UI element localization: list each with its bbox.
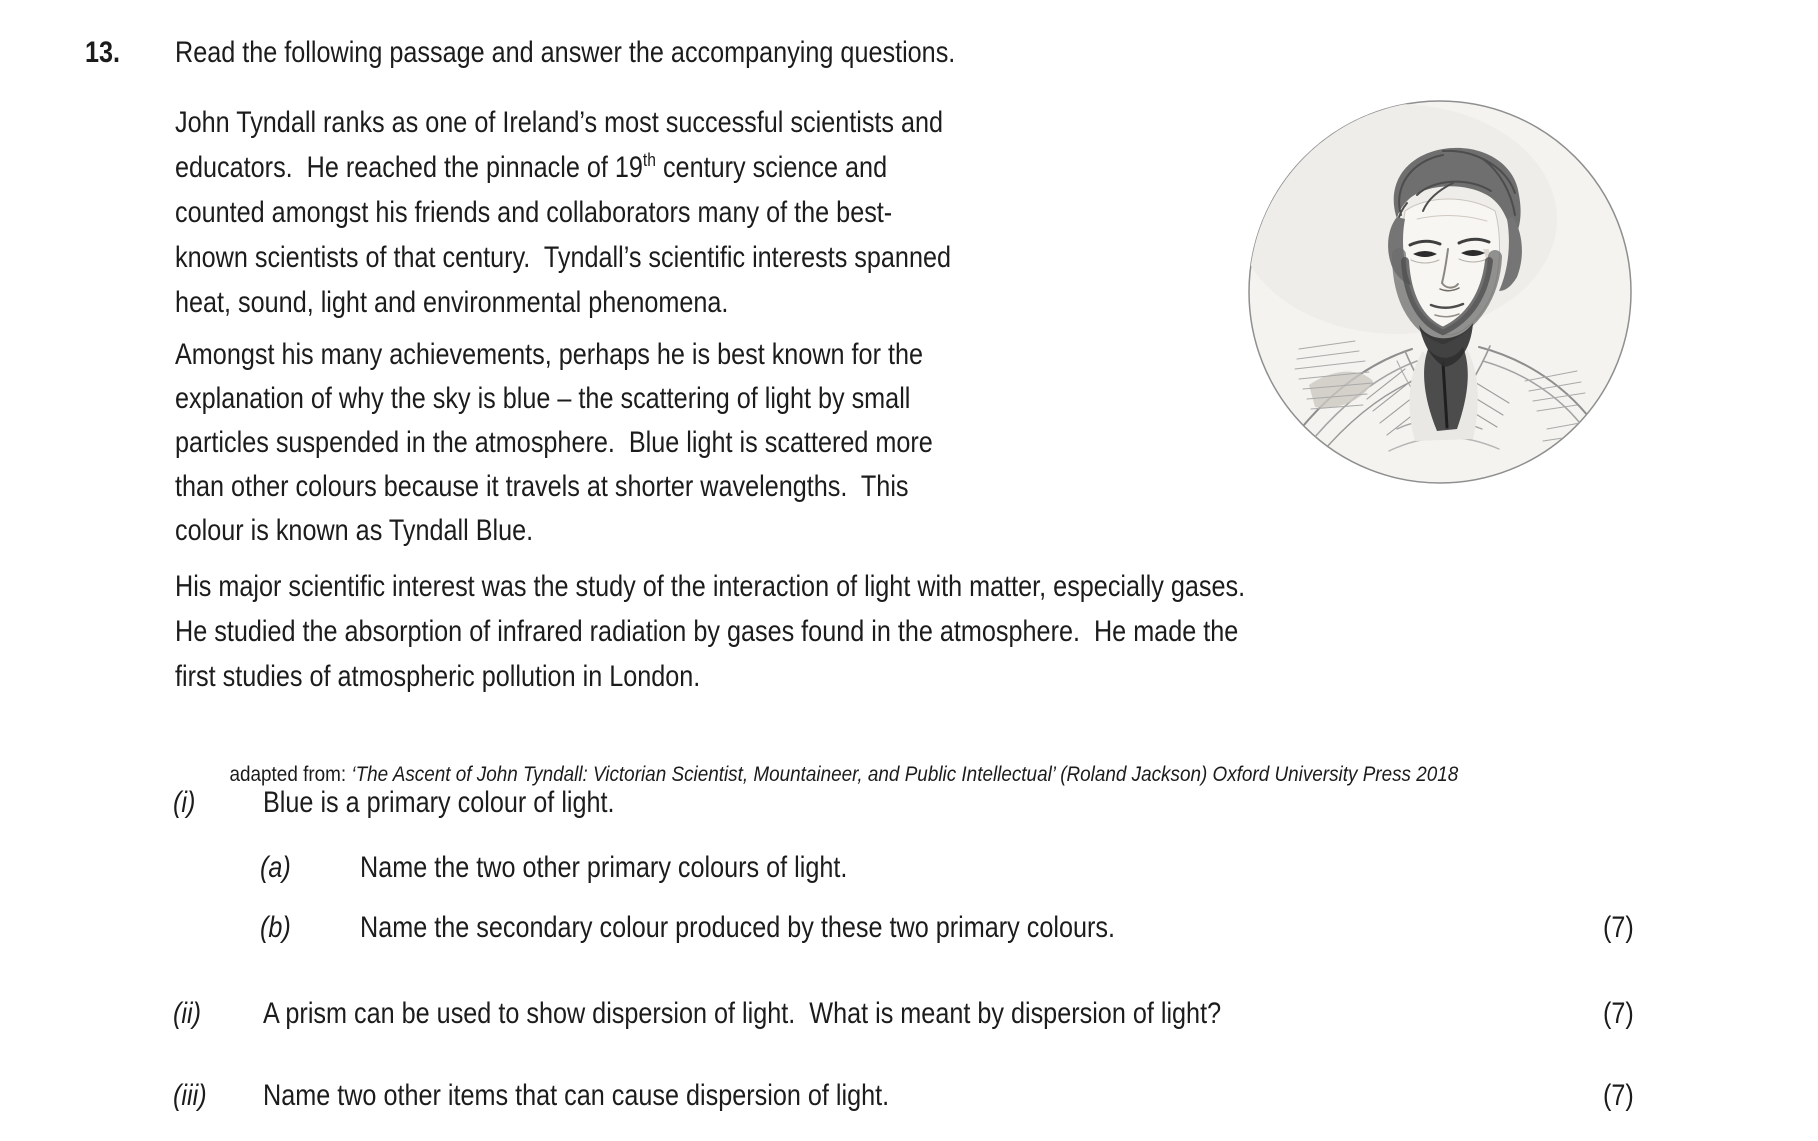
passage-line: He studied the absorption of infrared radiation by gases found in the atmosphere. He made the [175,615,1239,648]
question-ii-text: A prism can be used to show dispersion of light. What is meant by dispersion of light? [263,997,1222,1030]
question-ia-text: Name the two other primary colours of light. [360,851,848,884]
passage-line: first studies of atmospheric pollution in London. [175,660,701,693]
question-ib-text: Name the secondary colour produced by these two primary colours. [360,911,1115,944]
marks-badge: (7) [1603,1079,1634,1112]
question-ia-label: (a) [260,851,291,884]
question-ii-label: (ii) [173,997,201,1030]
passage-text: century science and [655,151,888,184]
passage-line: explanation of why the sky is blue – the scattering of light by small [175,382,911,415]
marks-badge: (7) [1603,997,1634,1030]
source-attribution [175,705,1599,845]
passage-line: particles suspended in the atmosphere. Blue light is scattered more [175,426,933,459]
question-i-text: Blue is a primary colour of light. [263,786,615,819]
superscript-th: th [642,149,656,170]
source-prefix: adapted from: [229,763,352,786]
question-prompt: Read the following passage and answer the accompanying questions. [175,36,956,69]
question-number: 13. [85,36,121,69]
marks-badge: (7) [1603,911,1634,944]
passage-line: known scientists of that century. Tyndall’s scientific interests spanned [175,241,952,274]
question-iii-text: Name two other items that can cause dispersion of light. [263,1079,890,1112]
source-title: ‘The Ascent of John Tyndall: Victorian Scientist, Mountaineer, and Public Intellectual’ (Roland Jackson) Oxford University Press 2018 [351,763,1459,786]
passage-line: heat, sound, light and environmental phenomena. [175,286,729,319]
question-ib-label: (b) [260,911,291,944]
portrait-image [1247,99,1633,485]
passage-line: counted amongst his friends and collaborators many of the best- [175,196,893,229]
passage-line: Amongst his many achievements, perhaps he is best known for the [175,338,923,371]
passage-line: colour is known as Tyndall Blue. [175,514,534,547]
passage-line: John Tyndall ranks as one of Ireland’s most successful scientists and [175,106,944,139]
passage-text: educators. He reached the pinnacle of 19 [175,151,643,184]
question-iii-label: (iii) [173,1079,207,1112]
passage-line: His major scientific interest was the study of the interaction of light with matter, especially gases. [175,570,1246,603]
question-i-label: (i) [173,786,196,819]
passage-line: than other colours because it travels at shorter wavelengths. This [175,470,909,503]
passage-line [175,148,1023,188]
